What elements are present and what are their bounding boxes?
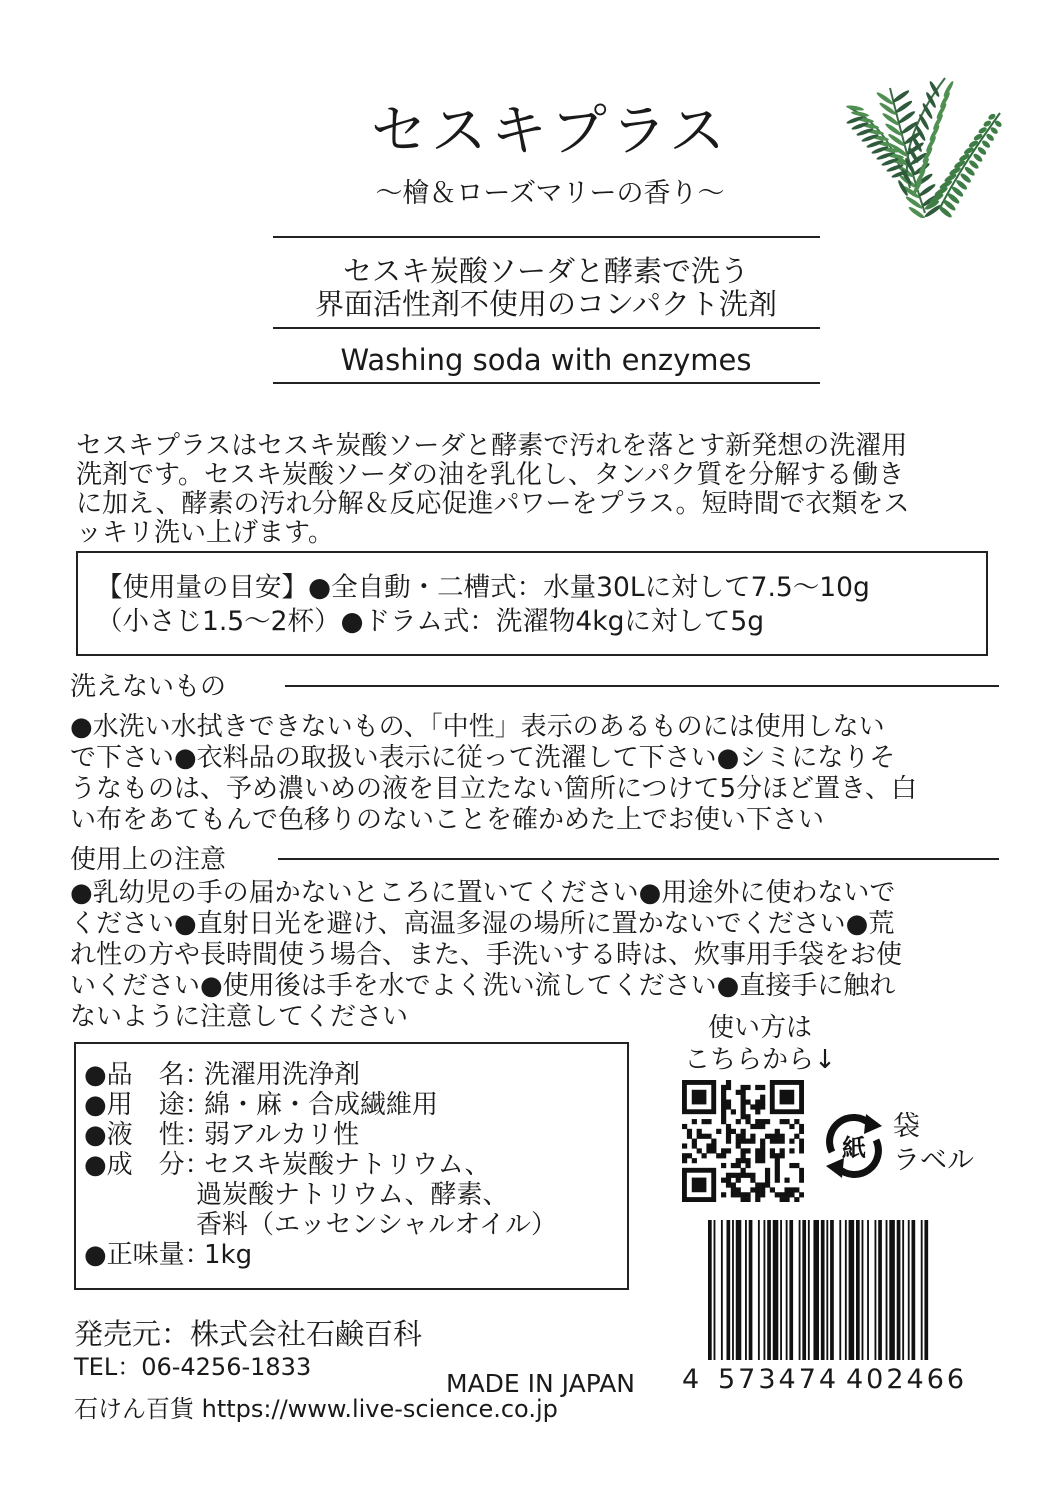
spec-key: ●成 分： bbox=[84, 1150, 211, 1180]
caution-line: ください●直射日光を避け、高温多湿の場所に置かないでください●荒 bbox=[70, 909, 895, 939]
usage-line: （小さじ1.5〜2杯）●ドラム式：洗濯物4kgに対して5g bbox=[96, 606, 765, 637]
not-washable-line: うなものは、予め濃いめの液を目立たない箇所につけて5分ほど置き、白 bbox=[70, 774, 917, 804]
qr-caption bbox=[660, 1012, 860, 1076]
not-washable-heading: 洗えないもの bbox=[70, 672, 227, 702]
tagline-line2: 界面活性剤不使用のコンパクト洗剤 bbox=[315, 287, 777, 321]
recycle-mark-text: 紙 bbox=[842, 1134, 866, 1162]
section-rule bbox=[278, 858, 999, 860]
intro-line: ッキリ洗い上げます。 bbox=[76, 518, 334, 548]
website-url[interactable]: 石けん百貨 https://www.live-science.co.jp bbox=[74, 1395, 558, 1423]
barcode-first-digit: 4 bbox=[682, 1364, 703, 1395]
not-washable-text bbox=[70, 712, 1000, 836]
spec-value: 香料（エッセンシャルオイル） bbox=[196, 1210, 558, 1240]
recycle-label-line: ラベル bbox=[893, 1145, 974, 1176]
spec-value: 洗濯用洗浄剤 bbox=[204, 1060, 361, 1090]
spec-key: ●正味量： bbox=[84, 1240, 211, 1270]
divider bbox=[273, 327, 820, 329]
not-washable-line: い布をあてもんで色移りのないことを確かめた上でお使い下さい bbox=[70, 805, 825, 835]
spec-key: ●用 途： bbox=[84, 1090, 211, 1120]
recycle-label-line: 袋 bbox=[893, 1111, 920, 1142]
caution-line: いください●使用後は手を水でよく洗い流してください●直接手に触れ bbox=[70, 971, 896, 1001]
section-rule bbox=[285, 685, 999, 687]
product-title: セスキプラス bbox=[370, 99, 730, 164]
recycle-label bbox=[893, 1110, 974, 1178]
divider bbox=[273, 382, 820, 384]
caution-line: ないように注意してください bbox=[70, 1002, 409, 1032]
product-subtitle: 〜檜＆ローズマリーの香り〜 bbox=[375, 178, 725, 209]
cautions-heading: 使用上の注意 bbox=[70, 845, 227, 875]
qr-caption-line: 使い方は bbox=[707, 1013, 812, 1043]
qr-code[interactable] bbox=[682, 1080, 804, 1202]
product-spec-box bbox=[74, 1042, 629, 1290]
spec-value: セスキ炭酸ナトリウム、 bbox=[204, 1150, 491, 1180]
paper-recycle-icon bbox=[818, 1112, 890, 1180]
tel-info: TEL：06-4256-1833 bbox=[74, 1353, 312, 1381]
spec-value: 1kg bbox=[204, 1240, 253, 1270]
intro-line: セスキプラスはセスキ炭酸ソーダと酵素で汚れを落とす新発想の洗濯用 bbox=[76, 431, 908, 461]
spec-value: 過炭酸ナトリウム、酵素、 bbox=[196, 1180, 509, 1210]
tagline-english: Washing soda with enzymes bbox=[340, 343, 752, 377]
spec-value: 綿・麻・合成繊維用 bbox=[204, 1090, 439, 1120]
intro-line: に加え、酵素の汚れ分解＆反応促進パワーをプラス。短時間で衣類をス bbox=[76, 489, 910, 519]
barcode bbox=[706, 1220, 988, 1360]
caution-line: れ性の方や長時間使う場合、また、手洗いする時は、炊事用手袋をお使 bbox=[70, 940, 903, 970]
seller-info: 発売元：株式会社石鹸百科 bbox=[74, 1317, 423, 1351]
usage-amount-box bbox=[76, 551, 988, 656]
spec-key: ●品 名： bbox=[84, 1060, 211, 1090]
spec-key: ●液 性： bbox=[84, 1120, 211, 1150]
usage-line: 【使用量の目安】●全自動・二槽式：水量30Lに対して7.5〜10g bbox=[96, 572, 870, 603]
tagline-line1: セスキ炭酸ソーダと酵素で洗う bbox=[342, 254, 749, 288]
made-in-label: MADE IN JAPAN bbox=[446, 1369, 636, 1398]
qr-caption-line: こちらから↓ bbox=[684, 1045, 836, 1075]
barcode-group2: 402466 bbox=[846, 1364, 968, 1395]
spec-value: 弱アルカリ性 bbox=[204, 1120, 359, 1150]
intro-paragraph bbox=[76, 432, 990, 548]
caution-line: ●乳幼児の手の届かないところに置いてください●用途外に使わないで bbox=[70, 878, 896, 908]
cautions-text bbox=[70, 878, 1000, 1033]
divider bbox=[273, 236, 820, 238]
intro-line: 洗剤です。セスキ炭酸ソーダの油を乳化し、タンパク質を分解する働き bbox=[76, 460, 905, 490]
barcode-group1: 573474 bbox=[718, 1364, 840, 1395]
not-washable-line: で下さい●衣料品の取扱い表示に従って洗濯して下さい●シミになりそ bbox=[70, 743, 896, 773]
not-washable-line: ●水洗い水拭きできないもの、「中性」表示のあるものには使用しない bbox=[70, 712, 885, 742]
